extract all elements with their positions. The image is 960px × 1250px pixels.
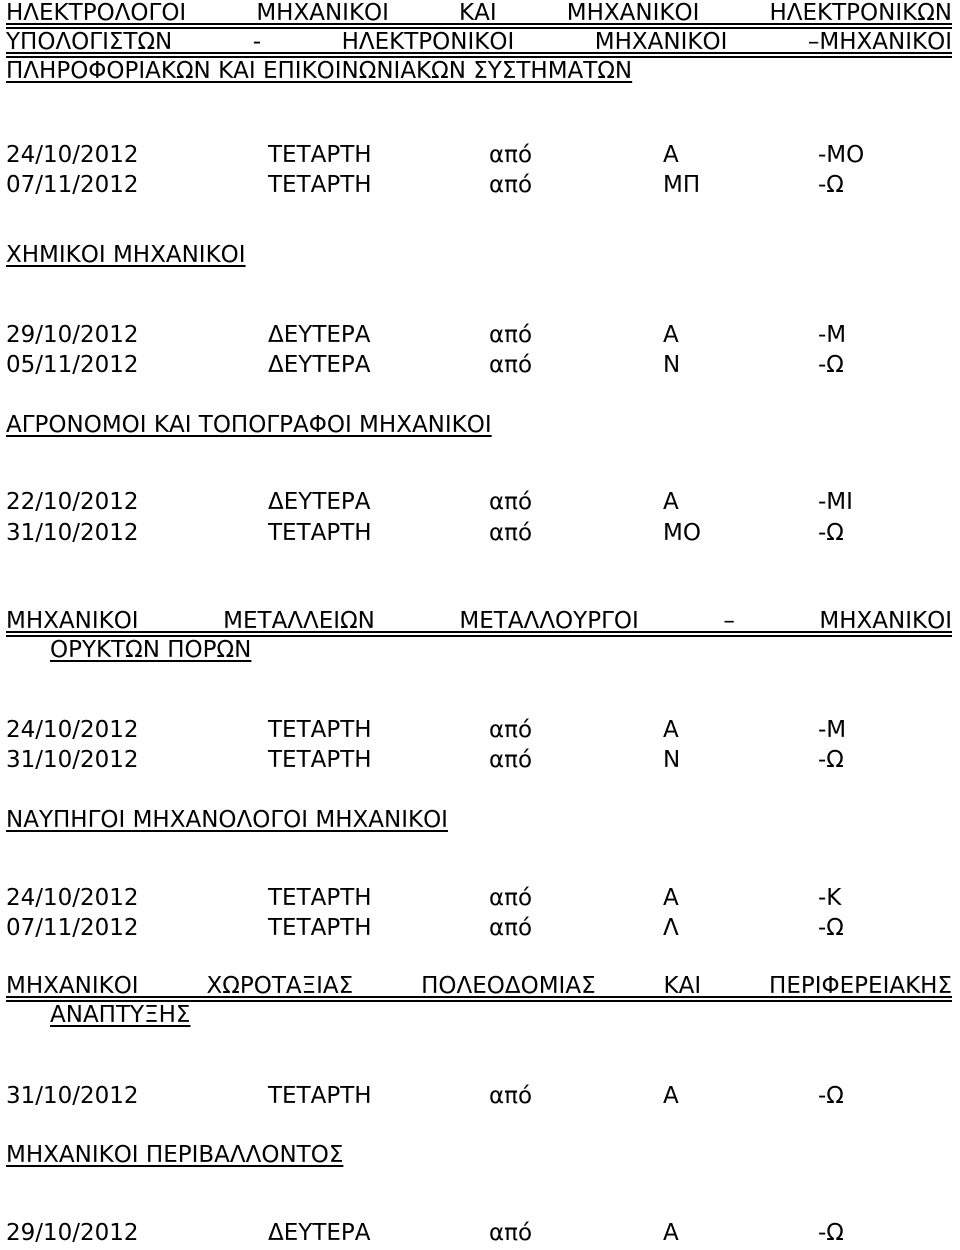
heading-line: ΜΗΧΑΝΙΚΟΙ ΠΕΡΙΒΑΛΛΟΝΤΟΣ bbox=[6, 1142, 344, 1168]
row-date: 07/11/2012 bbox=[6, 915, 139, 941]
row-range-end: -Ω bbox=[818, 352, 844, 378]
heading-line: ΜΗΧΑΝΙΚΟΙ ΜΕΤΑΛΛΕΙΩΝ ΜΕΤΑΛΛΟΥΡΓΟΙ – ΜΗΧΑΝΙΚΟΙ bbox=[6, 608, 952, 637]
row-range-start: Α bbox=[663, 885, 679, 911]
row-range-end: -Μ bbox=[818, 322, 847, 348]
row-range-end: -ΜΙ bbox=[818, 489, 853, 515]
schedule-row bbox=[0, 1081, 960, 1111]
row-day: ΤΕΤΑΡΤΗ bbox=[268, 717, 372, 743]
row-day: ΤΕΤΑΡΤΗ bbox=[268, 1083, 372, 1109]
row-range-start: ΜΟ bbox=[663, 520, 701, 546]
schedule-row bbox=[0, 518, 960, 548]
row-day: ΔΕΥΤΕΡΑ bbox=[268, 1220, 371, 1246]
schedule-row bbox=[0, 140, 960, 170]
row-date: 24/10/2012 bbox=[6, 885, 139, 911]
row-range-end: -Ω bbox=[818, 520, 844, 546]
row-range-end: -Ω bbox=[818, 915, 844, 941]
section-heading-chemical-engineers bbox=[6, 241, 952, 270]
row-range-end: -Ω bbox=[818, 172, 844, 198]
row-range-start: Ν bbox=[663, 747, 681, 773]
heading-line: ΑΓΡΟΝΟΜΟΙ ΚΑΙ ΤΟΠΟΓΡΑΦΟΙ ΜΗΧΑΝΙΚΟΙ bbox=[6, 412, 492, 438]
row-from: από bbox=[489, 172, 533, 198]
row-day: ΤΕΤΑΡΤΗ bbox=[268, 747, 372, 773]
row-range-end: -Ω bbox=[818, 1220, 844, 1246]
row-range-start: Ν bbox=[663, 352, 681, 378]
row-day: ΔΕΥΤΕΡΑ bbox=[268, 322, 371, 348]
row-range-end: -Μ bbox=[818, 717, 847, 743]
section-heading-electrical-engineers bbox=[6, 0, 952, 85]
row-range-start: Λ bbox=[663, 915, 679, 941]
row-range-start: Α bbox=[663, 1220, 679, 1246]
row-date: 07/11/2012 bbox=[6, 172, 139, 198]
row-from: από bbox=[489, 520, 533, 546]
schedule-row bbox=[0, 1218, 960, 1248]
heading-line: ΧΗΜΙΚΟΙ ΜΗΧΑΝΙΚΟΙ bbox=[6, 242, 246, 268]
row-from: από bbox=[489, 1220, 533, 1246]
row-date: 31/10/2012 bbox=[6, 747, 139, 773]
row-date: 29/10/2012 bbox=[6, 322, 139, 348]
schedule-row bbox=[0, 913, 960, 943]
schedule-row bbox=[0, 170, 960, 200]
row-from: από bbox=[489, 885, 533, 911]
heading-line: ΠΛΗΡΟΦΟΡΙΑΚΩΝ ΚΑΙ ΕΠΙΚΟΙΝΩΝΙΑΚΩΝ ΣΥΣΤΗΜΑΤΩΝ bbox=[6, 58, 633, 84]
schedule-row bbox=[0, 320, 960, 350]
row-range-end: -Ω bbox=[818, 1083, 844, 1109]
section-heading-environmental-engineers bbox=[6, 1141, 952, 1170]
row-range-start: Α bbox=[663, 489, 679, 515]
row-day: ΤΕΤΑΡΤΗ bbox=[268, 172, 372, 198]
section-heading-mining-engineers bbox=[6, 608, 952, 664]
schedule-row bbox=[0, 883, 960, 913]
row-date: 31/10/2012 bbox=[6, 1083, 139, 1109]
row-day: ΤΕΤΑΡΤΗ bbox=[268, 142, 372, 168]
row-range-end: -ΜΟ bbox=[818, 142, 865, 168]
row-range-start: Α bbox=[663, 322, 679, 348]
heading-line: ΜΗΧΑΝΙΚΟΙ ΧΩΡΟΤΑΞΙΑΣ ΠΟΛΕΟΔΟΜΙΑΣ ΚΑΙ ΠΕΡΙΦΕΡΕΙΑΚΗΣ bbox=[6, 973, 952, 1002]
row-date: 22/10/2012 bbox=[6, 489, 139, 515]
row-from: από bbox=[489, 142, 533, 168]
heading-line: ΗΛΕΚΤΡΟΛΟΓΟΙ ΜΗΧΑΝΙΚΟΙ ΚΑΙ ΜΗΧΑΝΙΚΟΙ ΗΛΕΚΤΡΟΝΙΚΩΝ bbox=[6, 0, 952, 29]
row-range-end: -Κ bbox=[818, 885, 842, 911]
row-day: ΤΕΤΑΡΤΗ bbox=[268, 915, 372, 941]
row-from: από bbox=[489, 1083, 533, 1109]
row-from: από bbox=[489, 747, 533, 773]
heading-line: ΟΡΥΚΤΩΝ ΠΟΡΩΝ bbox=[50, 637, 252, 663]
schedule-row bbox=[0, 715, 960, 745]
section-heading-naval-engineers bbox=[6, 806, 952, 835]
section-heading-surveying-engineers bbox=[6, 411, 952, 440]
row-day: ΔΕΥΤΕΡΑ bbox=[268, 352, 371, 378]
heading-line: ΝΑΥΠΗΓΟΙ ΜΗΧΑΝΟΛΟΓΟΙ ΜΗΧΑΝΙΚΟΙ bbox=[6, 807, 448, 833]
row-from: από bbox=[489, 717, 533, 743]
row-range-start: Α bbox=[663, 717, 679, 743]
row-date: 29/10/2012 bbox=[6, 1220, 139, 1246]
row-day: ΤΕΤΑΡΤΗ bbox=[268, 520, 372, 546]
heading-line: ΥΠΟΛΟΓΙΣΤΩΝ - ΗΛΕΚΤΡΟΝΙΚΟΙ ΜΗΧΑΝΙΚΟΙ –ΜΗΧΑΝΙΚΟΙ bbox=[6, 29, 952, 58]
row-day: ΔΕΥΤΕΡΑ bbox=[268, 489, 371, 515]
row-range-start: Α bbox=[663, 1083, 679, 1109]
row-date: 24/10/2012 bbox=[6, 717, 139, 743]
schedule-row bbox=[0, 350, 960, 380]
row-from: από bbox=[489, 489, 533, 515]
row-date: 31/10/2012 bbox=[6, 520, 139, 546]
row-from: από bbox=[489, 352, 533, 378]
row-date: 05/11/2012 bbox=[6, 352, 139, 378]
row-range-start: Α bbox=[663, 142, 679, 168]
row-from: από bbox=[489, 322, 533, 348]
row-day: ΤΕΤΑΡΤΗ bbox=[268, 885, 372, 911]
row-from: από bbox=[489, 915, 533, 941]
section-heading-urban-planning-engineers bbox=[6, 973, 952, 1029]
schedule-row bbox=[0, 487, 960, 517]
row-range-end: -Ω bbox=[818, 747, 844, 773]
row-range-start: ΜΠ bbox=[663, 172, 701, 198]
row-date: 24/10/2012 bbox=[6, 142, 139, 168]
schedule-row bbox=[0, 745, 960, 775]
heading-line: ΑΝΑΠΤΥΞΗΣ bbox=[50, 1002, 191, 1028]
